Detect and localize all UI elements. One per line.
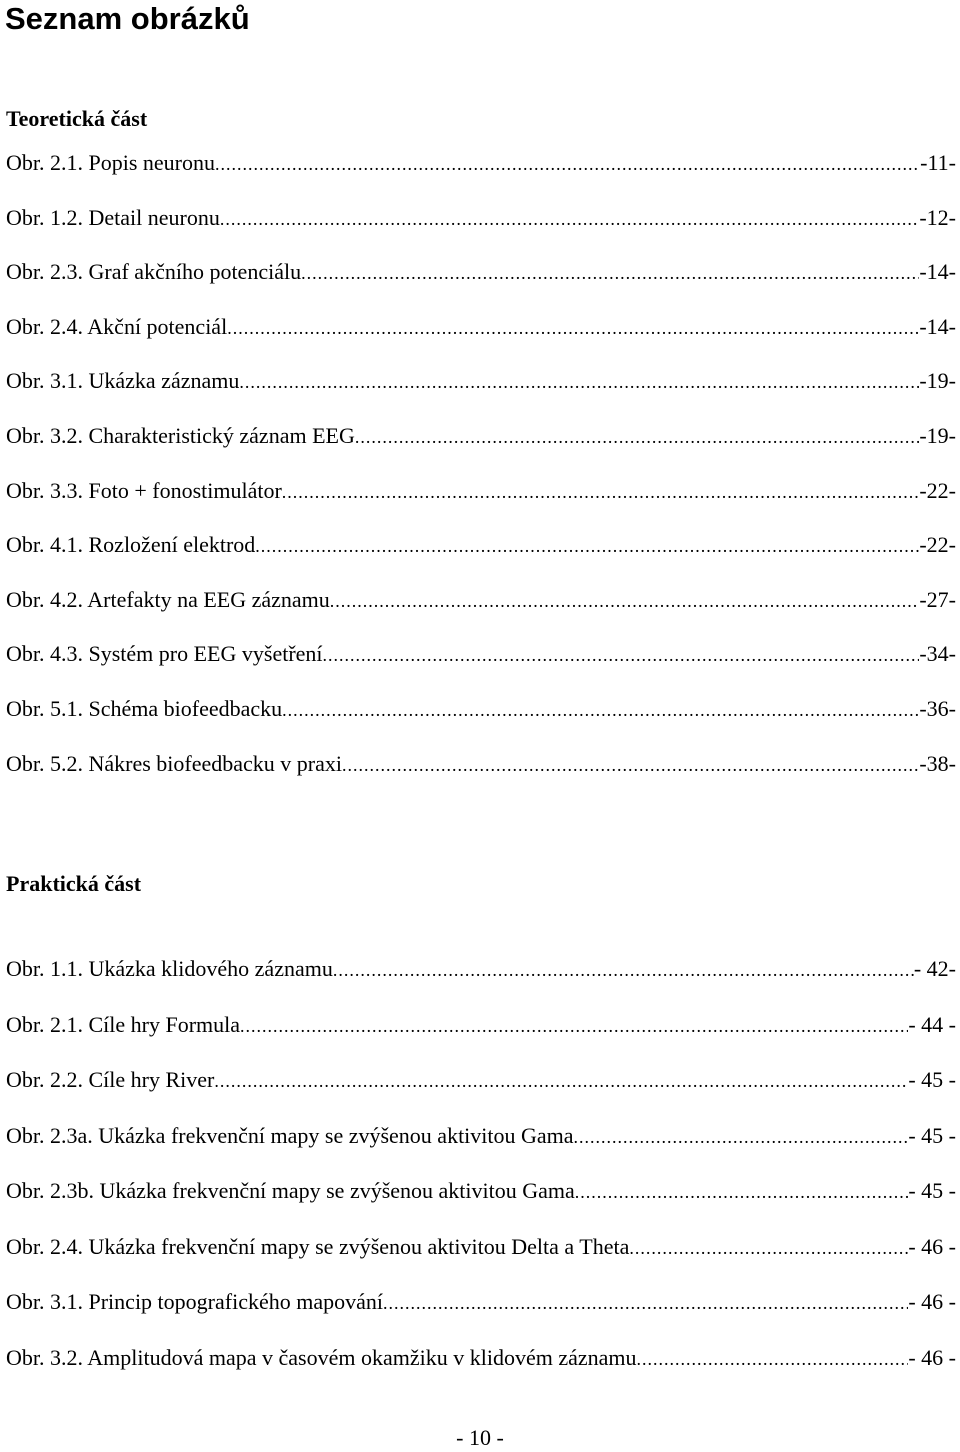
entry-page: - 46 - [908, 1233, 956, 1259]
entry-label: Obr. 3.3. Foto + fonostimulátor [6, 477, 282, 503]
entry-page: - 45 - [908, 1178, 956, 1203]
entry-label: Obr. 4.3. Systém pro EEG vyšetření [6, 641, 323, 667]
entry-page: -22- [919, 532, 956, 558]
list-item[interactable] [6, 751, 956, 806]
list-item[interactable] [6, 1012, 956, 1068]
section-heading-theory: Teoretická část [6, 106, 148, 131]
list-item[interactable] [6, 259, 956, 314]
figure-list-practice [6, 956, 956, 1400]
entry-page: -14- [919, 313, 956, 339]
entry-label: Obr. 3.2. Charakteristický záznam EEG [6, 422, 355, 448]
dot-leader [637, 1349, 909, 1370]
page-number: - 10 - [456, 1425, 504, 1450]
list-item[interactable] [6, 956, 956, 1012]
dot-leader [255, 536, 919, 557]
dot-leader [282, 482, 920, 503]
dot-leader [220, 209, 919, 230]
entry-label: Obr. 3.1. Ukázka záznamu [6, 368, 240, 394]
dot-leader [240, 1016, 908, 1037]
page-title: Seznam obrázků [5, 1, 250, 36]
dot-leader [227, 318, 919, 339]
entry-label: Obr. 2.3a. Ukázka frekvenční mapy se zvýšenou aktivitou Gama [6, 1122, 574, 1148]
list-item[interactable] [6, 587, 956, 642]
entry-label: Obr. 4.1. Rozložení elektrod [6, 532, 256, 558]
entry-label: Obr. 5.2. Nákres biofeedbacku v praxi [6, 750, 343, 776]
dot-leader [239, 372, 919, 393]
dot-leader [629, 1238, 908, 1259]
entry-page: -34- [919, 641, 956, 667]
entry-page: - 45 - [908, 1122, 956, 1148]
entry-page: - 46 - [908, 1344, 956, 1370]
entry-label: Obr. 2.4. Ukázka frekvenční mapy se zvýšenou aktivitou Delta a Theta [6, 1233, 630, 1259]
section-heading-practice: Praktická část [6, 871, 142, 896]
entry-label: Obr. 1.1. Ukázka klidového záznamu [6, 956, 333, 981]
entry-label: Obr. 5.1. Schéma biofeedbacku [6, 695, 283, 721]
dot-leader [383, 1293, 908, 1314]
list-item[interactable] [6, 368, 956, 423]
entry-label: Obr. 2.1. Popis neuronu [6, 150, 215, 175]
entry-page: -19- [919, 368, 956, 394]
list-item[interactable] [6, 1178, 956, 1234]
entry-page: - 44 - [908, 1011, 956, 1037]
dot-leader [575, 1182, 909, 1203]
list-item[interactable] [6, 1234, 956, 1290]
list-item[interactable] [6, 423, 956, 478]
dot-leader [330, 591, 920, 612]
list-item[interactable] [6, 1289, 956, 1345]
list-item[interactable] [6, 478, 956, 533]
list-item[interactable] [6, 696, 956, 751]
entry-label: Obr. 2.1. Cíle hry Formula [6, 1011, 241, 1037]
entry-page: -12- [919, 204, 956, 230]
entry-page: -11- [920, 150, 956, 175]
list-item[interactable] [6, 1067, 956, 1123]
list-item[interactable] [6, 150, 956, 205]
list-item[interactable] [6, 1345, 956, 1401]
entry-label: Obr. 2.3. Graf akčního potenciálu [6, 259, 302, 285]
entry-page: - 42- [913, 956, 956, 981]
dot-leader [333, 960, 914, 981]
entry-page: -38- [919, 750, 956, 776]
entry-page: -36- [919, 695, 956, 721]
entry-page: -27- [919, 586, 956, 612]
dot-leader [214, 1071, 908, 1092]
entry-label: Obr. 1.2. Detail neuronu [6, 204, 220, 230]
entry-label: Obr. 2.4. Akční potenciál [6, 313, 228, 339]
list-item[interactable] [6, 532, 956, 587]
entry-label: Obr. 2.3b. Ukázka frekvenční mapy se zvýšenou aktivitou Gama [6, 1178, 575, 1203]
entry-page: - 45 - [908, 1067, 956, 1092]
entry-page: -19- [919, 422, 956, 448]
dot-leader [355, 427, 920, 448]
dot-leader [323, 645, 920, 666]
entry-page: - 46 - [908, 1289, 956, 1314]
entry-label: Obr. 2.2. Cíle hry River [6, 1067, 215, 1092]
list-item[interactable] [6, 205, 956, 260]
entry-label: Obr. 4.2. Artefakty na EEG záznamu [6, 586, 330, 612]
dot-leader [301, 263, 919, 284]
list-item[interactable] [6, 314, 956, 369]
dot-leader [342, 755, 919, 776]
entry-label: Obr. 3.1. Princip topografického mapování [6, 1289, 383, 1314]
dot-leader [215, 154, 920, 175]
list-item[interactable] [6, 1123, 956, 1179]
entry-label: Obr. 3.2. Amplitudová mapa v časovém okamžiku v klidovém záznamu [6, 1344, 637, 1370]
dot-leader [574, 1127, 909, 1148]
entry-page: -14- [919, 259, 956, 285]
dot-leader [282, 700, 919, 721]
figure-list-theory [6, 150, 956, 805]
entry-page: -22- [919, 477, 956, 503]
list-item[interactable] [6, 641, 956, 696]
